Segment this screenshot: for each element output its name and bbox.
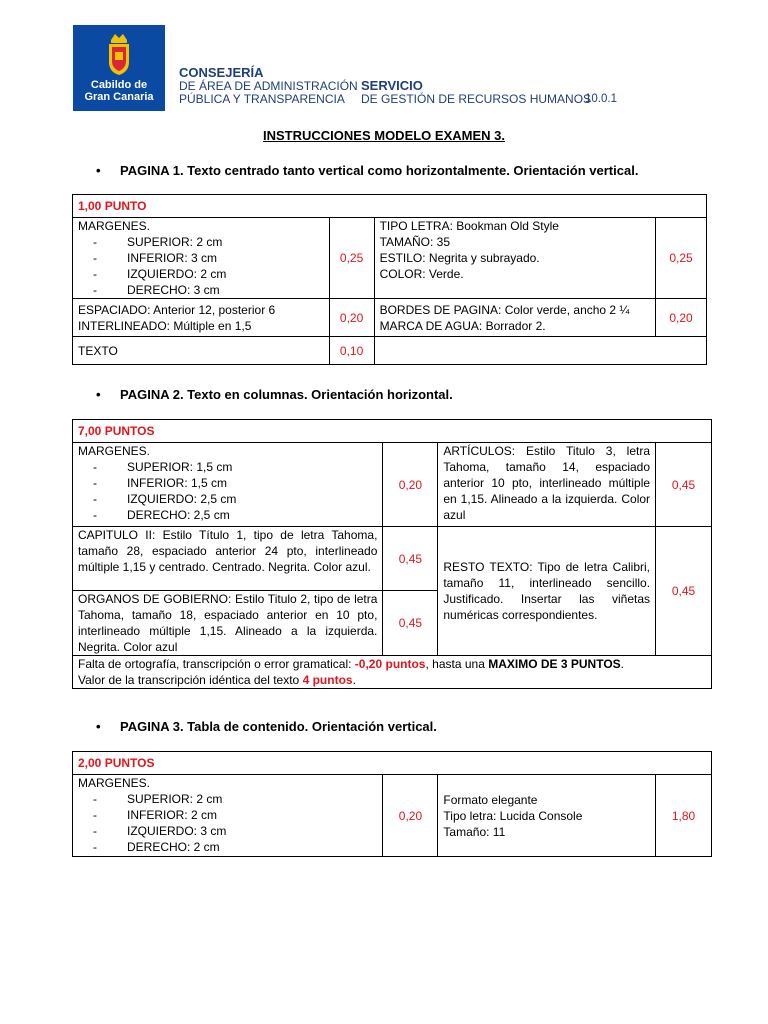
page1-heading-text: PAGINA 1. Texto centrado tanto vertical como horizontalmente. Orientación vertical. [120, 163, 639, 178]
page2-resto-cell: RESTO TEXTO: Tipo de letra Calibri, tamaño 11, interlineado sencillo. Justificado. Insertar las viñetas numéricas correspondientes. [438, 527, 656, 656]
page2-value-line: Valor de la transcripción idéntica del texto 4 puntos. [78, 673, 356, 687]
text-line: TIPO LETRA: Bookman Old Style [379, 219, 559, 233]
logo-line-1: Cabildo de [90, 79, 148, 91]
list-item: - SUPERIOR: 2 cm [93, 235, 223, 249]
header-right-line-2: DE GESTIÓN DE RECURSOS HUMANOS [361, 92, 592, 106]
page1-text-label: TEXTO [73, 337, 330, 365]
list-item: - INFERIOR: 1,5 cm [93, 476, 228, 490]
text-line: ESPACIADO: Anterior 12, posterior 6 [78, 302, 276, 317]
text-line: Tipo letra: Lucida Console [443, 808, 583, 823]
page3-table [72, 751, 712, 857]
list-item: - DERECHO: 3 cm [93, 283, 220, 297]
page3-points: 2,00 PUNTOS [73, 752, 712, 775]
page1-margins-score: 0,25 [329, 218, 374, 299]
page2-capitulo-score: 0,45 [383, 527, 438, 591]
page2-articulos-cell: ARTÍCULOS: Estilo Titulo 3, letra Tahoma, tamaño 14, espaciado anterior 10 pto, interlineado múltiple en 1,15. Alineado a la izquierda. Color azul [438, 443, 656, 527]
bullet-icon: • [96, 719, 101, 734]
header-version: 10.0.1 [585, 93, 617, 105]
page1-margins-label: MARGENES. [78, 219, 151, 233]
list-item: - INFERIOR: 3 cm [93, 251, 218, 265]
page2-organos-score: 0,45 [383, 591, 438, 656]
header-servicio [361, 79, 591, 106]
page3-margins-label: MARGENES. [78, 776, 151, 790]
page2-table [72, 419, 712, 689]
bullet-icon: • [96, 163, 101, 178]
page2-organos-cell: ORGANOS DE GOBIERNO: Estilo Titulo 2, tipo de letra Tahoma, tamaño 18, espaciado anterior en 10 pto, interlineado múltiple 1,15. Alineado a la izquierda. Negrita. Color azul [73, 591, 383, 656]
text-line: TAMAÑO: 35 [379, 235, 451, 249]
page3-heading [96, 719, 437, 734]
list-item: - SUPERIOR: 1,5 cm [93, 460, 233, 474]
list-item: - IZQUIERDO: 2 cm [93, 267, 227, 281]
list-item: - IZQUIERDO: 2,5 cm [93, 492, 237, 506]
page-title: INSTRUCCIONES MODELO EXAMEN 3. [263, 128, 505, 143]
page3-heading-text: PAGINA 3. Tabla de contenido. Orientación vertical. [120, 719, 437, 734]
list-item: - SUPERIOR: 2 cm [93, 792, 223, 806]
list-item: - DERECHO: 2 cm [93, 840, 220, 854]
page2-penalty-line: Falta de ortografía, transcripción o error gramatical: -0,20 puntos, hasta una MAXIMO DE 3 PUNTOS. [78, 657, 625, 671]
page2-margins-cell [73, 443, 383, 527]
cabildo-logo [73, 25, 165, 111]
page2-heading-text: PAGINA 2. Texto en columnas. Orientación horizontal. [120, 387, 453, 402]
page3-format-score: 1,80 [656, 775, 712, 857]
coat-of-arms-icon [103, 32, 135, 76]
page1-table [72, 194, 707, 365]
header-left-line-2: DE ÁREA DE ADMINISTRACIÓN [179, 79, 358, 93]
page2-heading [96, 387, 453, 402]
header-left-line-3: PÚBLICA Y TRANSPARENCIA [179, 92, 345, 106]
page2-articulos-score: 0,45 [656, 443, 712, 527]
logo-line-2: Gran Canaria [84, 91, 154, 103]
page1-border-score: 0,20 [656, 299, 707, 337]
text-line: MARCA DE AGUA: Borrador 2. [379, 318, 546, 333]
text-line: BORDES DE PAGINA: Color verde, ancho 2 ¼ [379, 302, 630, 317]
page2-resto-score: 0,45 [656, 527, 712, 656]
page1-points: 1,00 PUNTO [73, 195, 707, 218]
page1-text-score: 0,10 [329, 337, 374, 365]
list-item: - INFERIOR: 2 cm [93, 808, 218, 822]
text-line: Formato elegante [443, 792, 538, 807]
bullet-icon: • [96, 387, 101, 402]
page1-font-cell [374, 218, 655, 299]
page1-empty-cell [374, 337, 706, 365]
page1-spacing-cell [73, 299, 330, 337]
page1-font-score: 0,25 [656, 218, 707, 299]
text-line: COLOR: Verde. [379, 267, 464, 281]
list-item: - DERECHO: 2,5 cm [93, 508, 230, 522]
page1-margins-cell [73, 218, 330, 299]
page2-penalty-cell [73, 656, 712, 689]
header-consejeria [179, 66, 358, 106]
page3-margins-cell [73, 775, 383, 857]
text-line: Tamaño: 11 [443, 824, 506, 839]
page1-spacing-score: 0,20 [329, 299, 374, 337]
page3-format-cell [438, 775, 656, 857]
page2-margins-score: 0,20 [383, 443, 438, 527]
list-item: - IZQUIERDO: 3 cm [93, 824, 227, 838]
page1-border-cell [374, 299, 655, 337]
page2-capitulo-cell: CAPITULO II: Estilo Título 1, tipo de letra Tahoma, tamaño 28, espaciado anterior 24 pto, interlineado múltiple 1,15 y centrado. Centrado. Negrita. Color azul. [73, 527, 383, 591]
page3-margins-score: 0,20 [383, 775, 438, 857]
text-line: INTERLINEADO: Múltiple en 1,5 [78, 318, 252, 333]
header-left-line-1: CONSEJERÍA [179, 65, 264, 80]
page1-heading [96, 163, 638, 178]
page2-margins-label: MARGENES. [78, 444, 151, 458]
text-line: ESTILO: Negrita y subrayado. [379, 251, 540, 265]
header-right-line-1: SERVICIO [361, 78, 423, 93]
page2-points: 7,00 PUNTOS [73, 420, 712, 443]
